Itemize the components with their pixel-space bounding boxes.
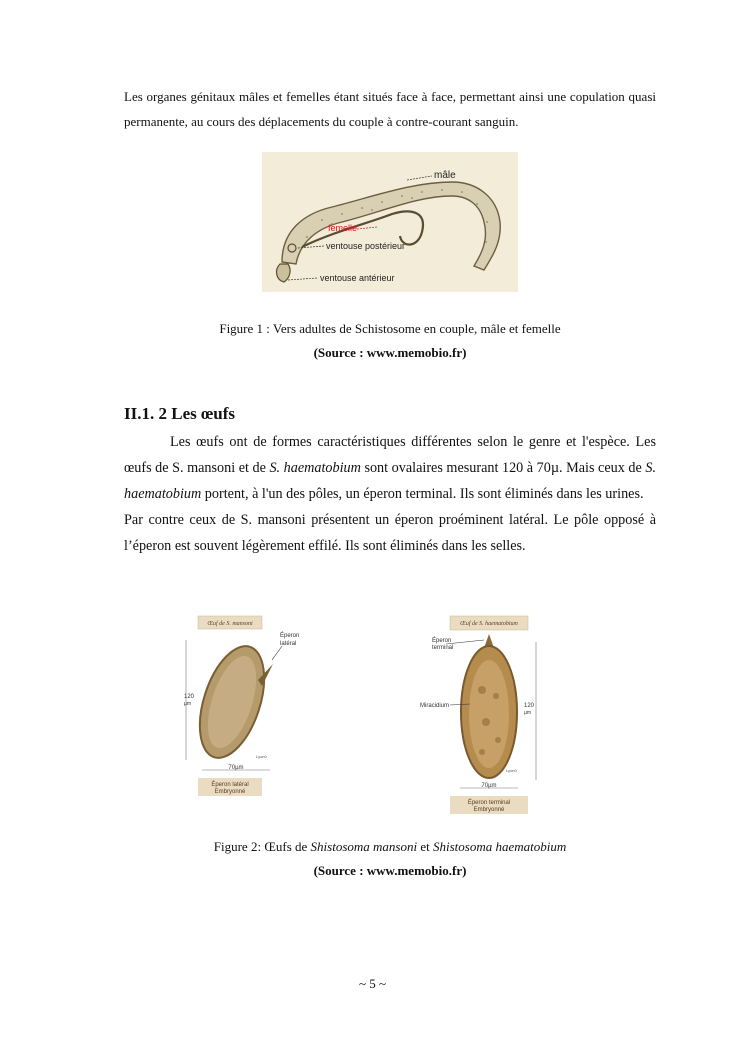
paragraph-mansoni: Par contre ceux de S. mansoni présentent un éperon proéminent latéral. Le pôle opposé à l’éperon est souvent légèrement effilé. Ils sont éliminés dans les selles. xyxy=(124,512,656,554)
mansoni-credit: Lyon0 xyxy=(256,754,267,759)
haematobium-credit: Lyon0 xyxy=(506,768,517,773)
haematobium-title: Œuf de S. haematobium xyxy=(460,621,518,627)
figure1-source: (Source : www.memobio.fr) xyxy=(313,345,467,360)
haematobium-footer-2: Embryonné xyxy=(473,807,505,813)
label-male: mâle xyxy=(434,170,456,181)
mansoni-height: 120 xyxy=(184,694,195,700)
label-ventouse-anterieur: ventouse antérieur xyxy=(320,273,395,283)
label-ventouse-posterieur: ventouse postérieur xyxy=(326,241,406,251)
haematobium-width: 70µm xyxy=(481,783,497,789)
haematobium-miracidium-label: Miracidium xyxy=(420,703,450,709)
mansoni-width: 70µm xyxy=(228,765,244,771)
mansoni-footer-1: Éperon latéral xyxy=(211,782,249,788)
figure1-image xyxy=(262,152,518,292)
haematobium-height: 120 xyxy=(524,703,535,709)
figure2-source: (Source : www.memobio.fr) xyxy=(313,863,467,878)
label-femelle: femelle xyxy=(328,223,358,233)
haematobium-spur-label: Éperon xyxy=(432,638,452,644)
haematobium-height-unit: µm xyxy=(524,710,532,716)
section-heading: II.1. 2 Les œufs xyxy=(124,404,235,423)
figure2-caption: Figure 2: Œufs de Shistosoma mansoni et Shistosoma haematobium xyxy=(213,839,567,854)
mansoni-spur-label: Éperon xyxy=(280,633,300,639)
haematobium-spur-label-2: terminal xyxy=(432,645,454,651)
figure2-mansoni-panel xyxy=(178,612,312,805)
mansoni-spur-label-2: latéral xyxy=(280,641,297,647)
figure1-caption: Figure 1 : Vers adultes de Schistosome en couple, mâle et femelle xyxy=(219,321,561,336)
mansoni-height-unit: µm xyxy=(184,701,192,707)
section-body xyxy=(124,429,656,559)
mansoni-title: Œuf de S. mansoni xyxy=(207,621,253,627)
haematobium-footer-1: Éperon terminal xyxy=(467,800,511,806)
paragraph-eggs: Les œufs ont de formes caractéristiques différentes selon le genre et l'espèce. Les œufs de S. mansoni et de S. haematobium sont ovalaires mesurant 120 à 70µ. Mais ceux de S. haematobium portent, à l'un des pôles, un éperon terminal. Ils sont éliminés dans les urines. xyxy=(124,434,656,502)
figure2-haematobium-panel xyxy=(406,612,550,823)
mansoni-footer-2: Embryonné xyxy=(214,789,246,795)
intro-paragraph: Les organes génitaux mâles et femelles étant situés face à face, permettant ainsi une copulation quasi permanente, au cours des déplacements du couple à contre-courant sanguin. xyxy=(124,89,656,129)
page-number: ~ 5 ~ xyxy=(358,976,387,991)
